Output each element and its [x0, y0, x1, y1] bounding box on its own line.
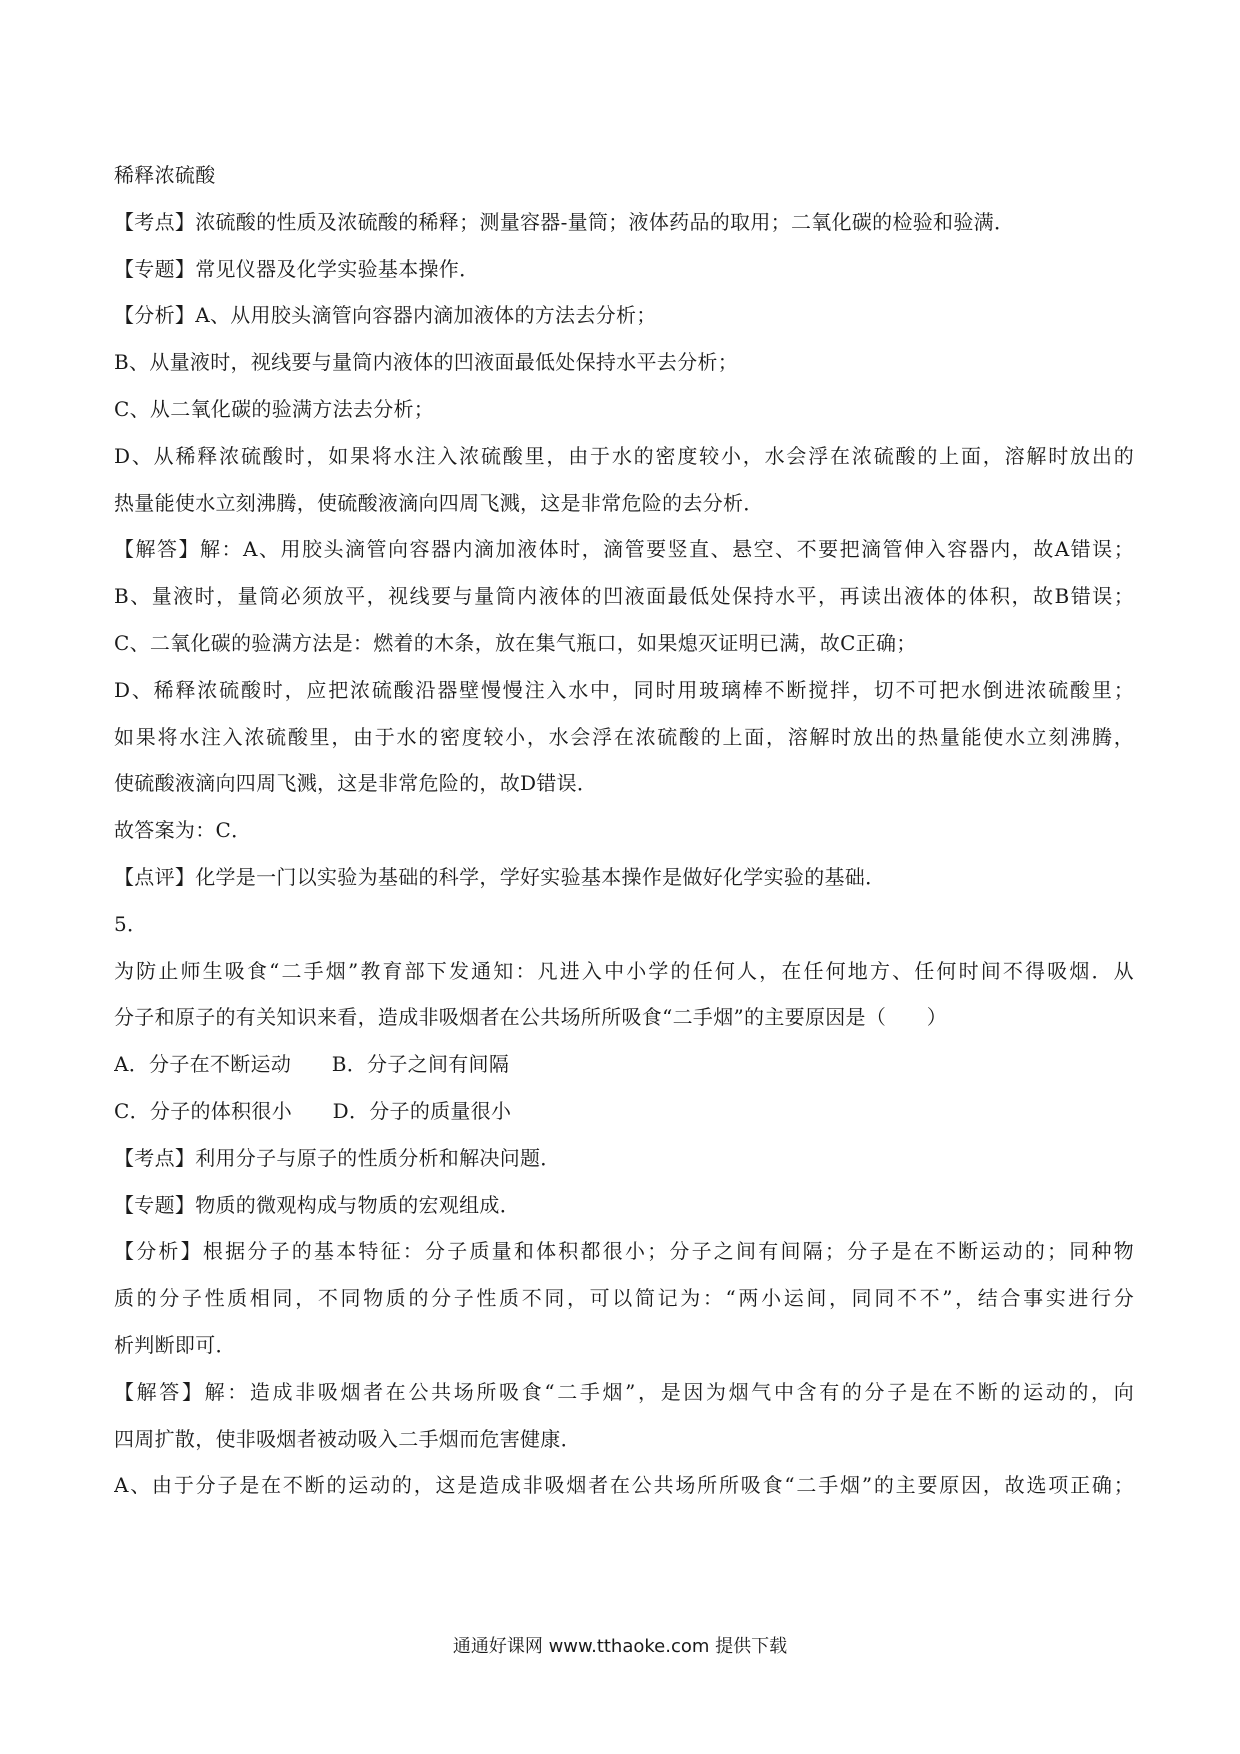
text-line: B、量液时，量筒必须放平，视线要与量筒内液体的凹液面最低处保持水平，再读出液体的体积，故B错误； [114, 584, 1134, 609]
text-line: 热量能使水立刻沸腾，使硫酸液滴向四周飞溅，这是非常危险的去分析． [114, 490, 764, 515]
text-line: 【分析】A、从用胶头滴管向容器内滴加液体的方法去分析； [114, 303, 657, 328]
text-line: C、二氧化碳的验满方法是：燃着的木条，放在集气瓶口，如果熄灭证明已满，故C正确； [114, 630, 917, 655]
text-line: 故答案为：C． [114, 818, 252, 843]
text-line: 【考点】利用分子与原子的性质分析和解决问题． [114, 1145, 561, 1170]
text-line: 如果将水注入浓硫酸里，由于水的密度较小，水会浮在浓硫酸的上面，溶解时放出的热量能使水立刻沸腾， [114, 724, 1134, 749]
text-line: 【解答】解：A、用胶头滴管向容器内滴加液体时，滴管要竖直、悬空、不要把滴管伸入容器内，故A错误； [114, 537, 1134, 562]
text-line: 【专题】常见仪器及化学实验基本操作． [114, 256, 480, 281]
text-line: 析判断即可． [114, 1332, 236, 1357]
text-line: A．分子在不断运动 B．分子之间有间隔 [114, 1052, 510, 1077]
text-line: 【专题】物质的微观构成与物质的宏观组成． [114, 1192, 520, 1217]
text-line: D、从稀释浓硫酸时，如果将水注入浓硫酸里，由于水的密度较小，水会浮在浓硫酸的上面，溶解时放出的 [114, 443, 1134, 468]
text-line: 【解答】解：造成非吸烟者在公共场所吸食“二手烟”，是因为烟气中含有的分子是在不断的运动的，向 [114, 1379, 1134, 1404]
page-footer: 通通好课网 www.tthaoke.com 提供下载 [452, 1636, 788, 1657]
text-line: D、稀释浓硫酸时，应把浓硫酸沿器壁慢慢注入水中，同时用玻璃棒不断搅拌，切不可把水倒进浓硫酸里； [114, 677, 1134, 702]
text-line: 使硫酸液滴向四周飞溅，这是非常危险的，故D错误． [114, 771, 598, 796]
text-line: 分子和原子的有关知识来看，造成非吸烟者在公共场所所吸食“二手烟”的主要原因是（ ） [114, 1005, 948, 1030]
text-line: 【点评】化学是一门以实验为基础的科学，学好实验基本操作是做好化学实验的基础． [114, 864, 886, 889]
text-line: A、由于分子是在不断的运动的，这是造成非吸烟者在公共场所所吸食“二手烟”的主要原因，故选项正确； [114, 1473, 1134, 1498]
text-line: 四周扩散，使非吸烟者被动吸入二手烟而危害健康． [114, 1426, 581, 1451]
text-line: 5． [114, 911, 148, 936]
text-line: 【分析】根据分子的基本特征：分子质量和体积都很小；分子之间有间隔；分子是在不断运动的；同种物 [114, 1239, 1134, 1264]
text-line: 为防止师生吸食“二手烟”教育部下发通知：凡进入中小学的任何人，在任何地方、任何时间不得吸烟．从 [114, 958, 1134, 983]
text-line: C、从二氧化碳的验满方法去分析； [114, 396, 435, 421]
document-body [114, 152, 1134, 1509]
text-line: C．分子的体积很小 D．分子的质量很小 [114, 1098, 512, 1123]
text-line: 稀释浓硫酸 [114, 163, 216, 187]
text-line: 质的分子性质相同，不同物质的分子性质不同，可以简记为：“两小运间，同同不不”，结合事实进行分 [114, 1286, 1134, 1311]
text-line: B、从量液时，视线要与量筒内液体的凹液面最低处保持水平去分析； [114, 350, 738, 375]
text-line: 【考点】浓硫酸的性质及浓硫酸的稀释；测量容器-量筒；液体药品的取用；二氧化碳的检验和验满． [114, 209, 1015, 234]
